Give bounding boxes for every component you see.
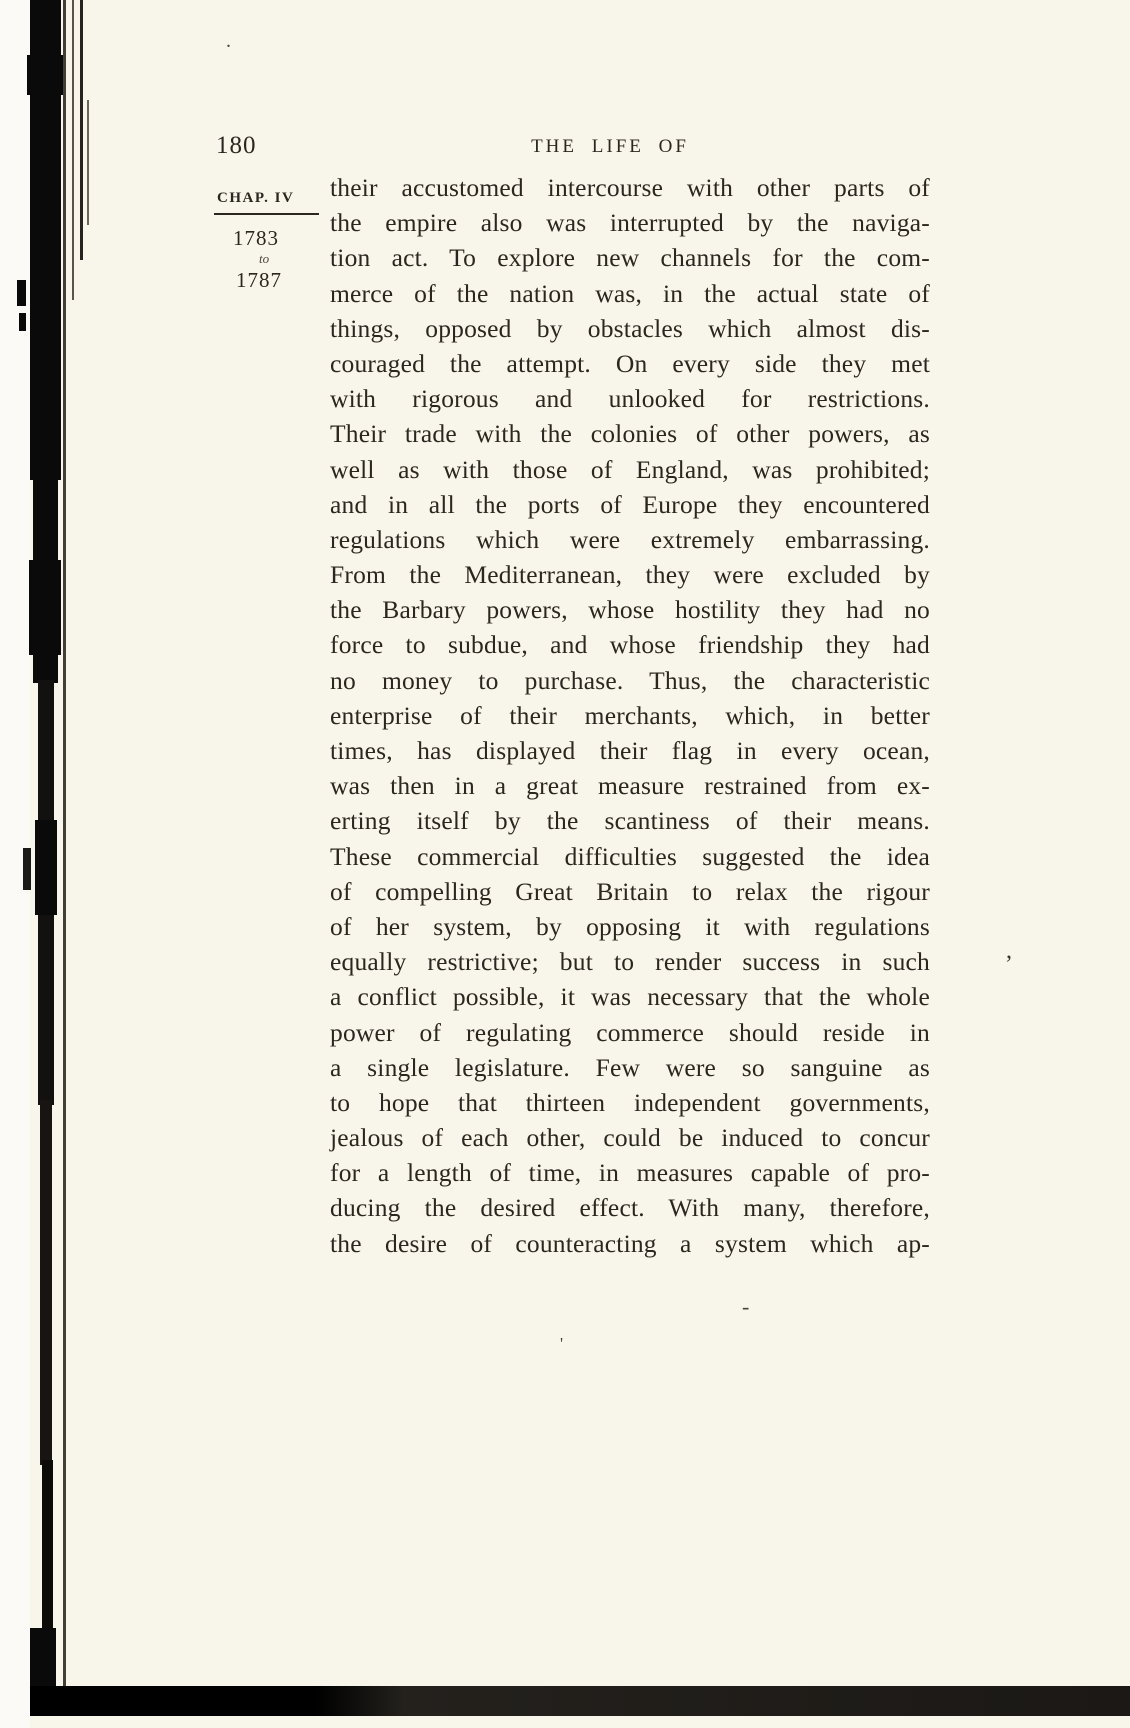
body-line: no money to purchase. Thus, the characteristic [330, 665, 930, 695]
body-line: regulations which were extremely embarrassing. [330, 524, 930, 554]
ink-speck: . [226, 30, 231, 52]
scan-artifact-line [87, 100, 89, 225]
page-number: 180 [216, 132, 257, 159]
ink-speck: ' [560, 1334, 564, 1353]
scan-artifact [40, 1100, 52, 1465]
body-line: These commercial difficulties suggested the idea [330, 841, 930, 871]
body-line: Their trade with the colonies of other powers, as [330, 419, 930, 449]
body-line: times, has displayed their flag in every ocean, [330, 736, 930, 765]
margin-year-end: 1787 [236, 268, 282, 292]
body-line: power of regulating commerce should reside in [330, 1017, 930, 1047]
chapter-label: CHAP. IV [217, 190, 295, 206]
body-line: couraged the attempt. On every side they met [330, 348, 930, 378]
body-line: and in all the ports of Europe they encountered [330, 489, 930, 519]
margin-year-to-word: to [259, 251, 270, 266]
body-line: force to subdue, and whose friendship they had [330, 630, 930, 660]
scan-artifact [23, 848, 31, 890]
ink-speck: - [742, 1294, 750, 1319]
scan-artifact [42, 1460, 53, 1640]
body-line: their accustomed intercourse with other parts of [330, 173, 930, 202]
body-line: of compelling Great Britain to relax the rigour [330, 876, 930, 906]
scan-artifact [27, 55, 65, 95]
scan-artifact-line [63, 0, 66, 1690]
body-line: jealous of each other, could be induced to concur [330, 1123, 930, 1153]
body-line: tion act. To explore new channels for the com- [330, 243, 930, 273]
body-line: things, opposed by obstacles which almost dis- [330, 313, 930, 343]
body-line: the empire also was interrupted by the naviga- [330, 208, 930, 238]
scan-bottom-bar [30, 1686, 1130, 1716]
body-line: From the Mediterranean, they were excluded by [330, 560, 930, 590]
ink-speck: , [1006, 938, 1012, 964]
scan-artifact [30, 1628, 56, 1692]
scan-artifact [17, 280, 26, 306]
margin-year-start: 1783 [233, 226, 279, 250]
body-line: well as with those of England, was prohibited; [330, 454, 930, 484]
running-header: THE LIFE OF [531, 136, 689, 157]
scan-artifact [35, 820, 57, 915]
body-line: of her system, by opposing it with regulations [330, 911, 930, 941]
body-line: merce of the nation was, in the actual state of [330, 278, 930, 308]
body-line: ducing the desired effect. With many, therefore, [330, 1193, 930, 1223]
body-line: the Barbary powers, whose hostility they had no [330, 595, 930, 625]
body-line: enterprise of their merchants, which, in better [330, 700, 930, 730]
chapter-rule [214, 213, 319, 215]
body-text [330, 170, 930, 1261]
scan-artifact [29, 560, 61, 655]
body-line: a single legislature. Few were so sanguine as [330, 1052, 930, 1082]
body-line: erting itself by the scantiness of their means. [330, 806, 930, 836]
scan-artifact [19, 313, 26, 331]
body-line: equally restrictive; but to render success in such [330, 947, 930, 977]
body-line: was then in a great measure restrained from ex- [330, 771, 930, 801]
scan-artifact-line [72, 0, 74, 300]
body-line: the desire of counteracting a system which ap- [330, 1228, 930, 1258]
body-line: to hope that thirteen independent governments, [330, 1087, 930, 1117]
body-line: with rigorous and unlooked for restrictions. [330, 384, 930, 414]
body-line: for a length of time, in measures capable of pro- [330, 1158, 930, 1188]
body-line: a conflict possible, it was necessary that the whole [330, 982, 930, 1012]
scan-artifact-line [80, 0, 83, 260]
